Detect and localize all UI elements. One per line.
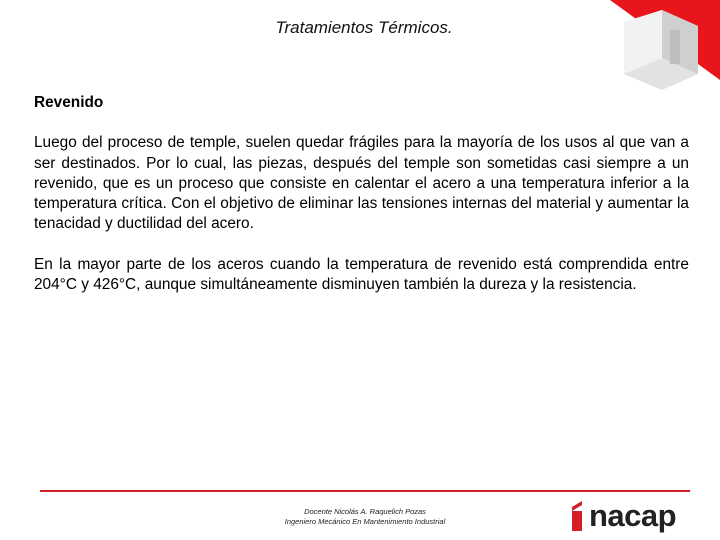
body-paragraph: En la mayor parte de los aceros cuando la temperatura de revenido está comprendida entre 204°C y 426°C, aunque simultáneamente disminuyen también la dureza y la resistencia.	[34, 255, 689, 294]
footer-divider	[40, 490, 690, 492]
footer-author	[230, 507, 500, 527]
section-heading: Revenido	[34, 94, 104, 111]
body-paragraph: Luego del proceso de temple, suelen quedar frágiles para la mayoría de los usos al que van a ser destinados. Por lo cual, las piezas, después del temple son sometidas casi siempre a un revenido, que es un proceso que consiste en calentar el acero a una temperatura inferior a la temperatura crítica. Con el objetivo de eliminar las tensiones internas del material y aumentar la tenacidad y ductilidad del acero.	[34, 134, 689, 233]
logo-text: nacap	[589, 498, 677, 533]
slide-title: Tratamientos Térmicos.	[275, 18, 453, 37]
inacap-logo	[572, 498, 676, 534]
logo-mark-icon	[572, 501, 588, 531]
slide-content	[34, 93, 689, 315]
author-name: Docente Nicolás A. Raquelich Pozas	[304, 507, 426, 516]
author-title: Ingeniero Mecánico En Mantenimiento Industrial	[284, 517, 446, 526]
